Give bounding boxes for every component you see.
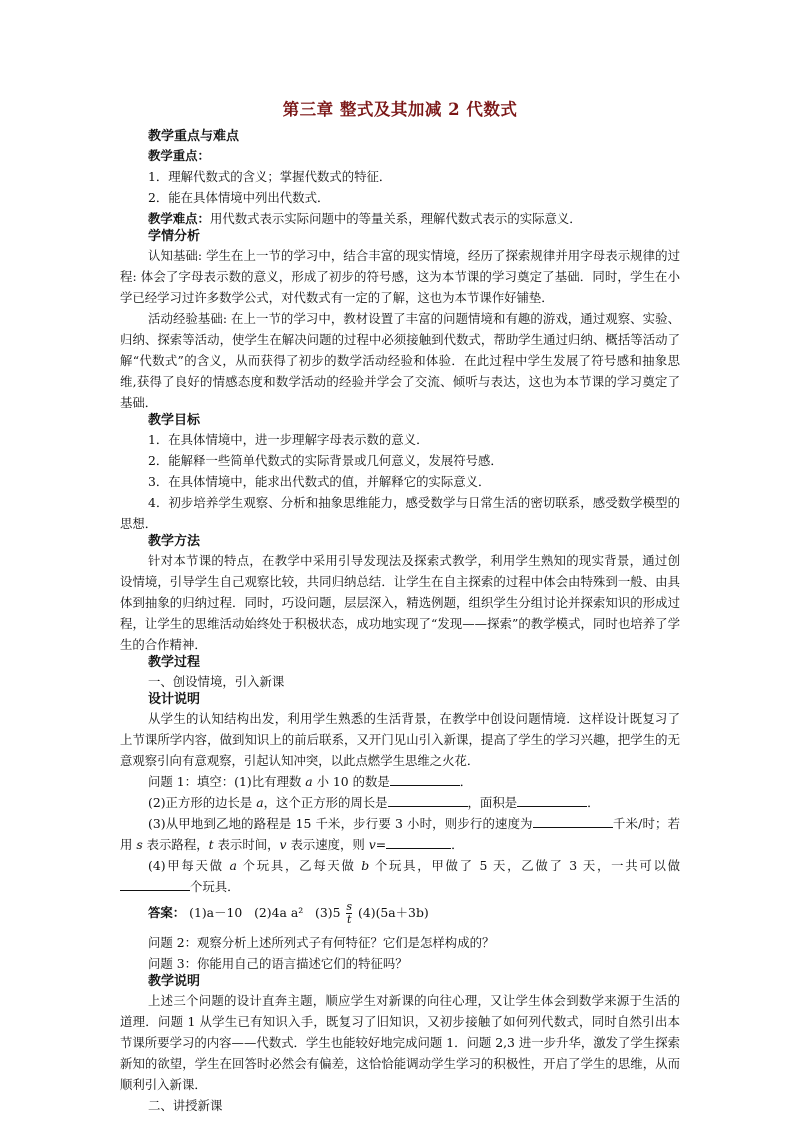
difficulty-text: 用代数式表示实际问题中的等量关系，理解代数式表示的实际意义． (209, 211, 582, 226)
fraction-numerator: s (346, 900, 353, 913)
goal-4: 4．初步培养学生观察、分析和抽象思维能力，感受数学与日常生活的密切联系，感受数学模型的思想． (120, 495, 680, 531)
design-paragraph: 从学生的认知结构出发，利用学生熟悉的生活背景，在教学中创设问题情境．这样设计既复习了上节课所学内容，做到知识上的前后联系，又开门见山引入新课，提高了学生的学习兴趣，把学生的无意观察引向有意观察，引起认知冲突，以此点燃学生思维之火花． (120, 711, 680, 768)
question-4-text-b: 个玩具，乙每天做 (242, 858, 356, 873)
question-3 (120, 813, 680, 855)
teaching-notes-heading: 教学说明 (148, 974, 201, 989)
section-heading-process: 教学过程 (148, 655, 201, 670)
question-3-equals: = (375, 837, 387, 852)
variable-a: a (229, 858, 237, 873)
key-point-2: 2．能在具体情境中列出代数式． (148, 190, 330, 205)
question-4-text-d: 个玩具． (190, 879, 240, 894)
part-2-heading: 二、讲授新课 (148, 1098, 223, 1113)
question-3-text-d: 表示时间， (217, 837, 280, 852)
design-heading: 设计说明 (148, 692, 201, 707)
question-3-text-a: (3)从甲地到乙地的路程是 15 千米，步行要 3 小时，则步行的速度为 (148, 816, 533, 831)
answer-2: (2)4a a² (254, 905, 304, 920)
answer-blank (386, 834, 451, 849)
variable-v: v (368, 837, 376, 852)
question-3-text-b: 千米/时；若用 (120, 816, 680, 852)
question-2 (148, 792, 680, 813)
question-1-end: ． (459, 774, 473, 789)
goal-2: 2．能解释一些简单代数式的实际背景或几何意义，发展符号感． (148, 453, 503, 468)
section-heading-method: 教学方法 (148, 534, 201, 549)
answer-1: (1)a－10 (189, 905, 243, 920)
question-1-text-a: 问题 1：填空：(1)比有理数 (148, 774, 302, 789)
key-point-1: 1．理解代数式的含义；掌握代数式的特征． (148, 169, 392, 184)
answer-blank (517, 792, 587, 807)
question-4-text-c: 个玩具，甲做了 5 天，乙做了 3 天，一共可以做 (374, 858, 680, 873)
question-4 (120, 855, 680, 897)
variable-b: b (361, 858, 370, 873)
question-2-text-a: (2)正方形的边长是 (148, 795, 253, 810)
variable-t: t (208, 837, 214, 852)
variable-v: v (279, 837, 287, 852)
question-4-text-a: (4)甲每天做 (148, 858, 224, 873)
question-1 (148, 771, 680, 792)
part-1-heading: 一、创设情境，引入新课 (148, 674, 285, 689)
section-heading-analysis: 学情分析 (148, 229, 201, 244)
section-heading-goals: 教学目标 (148, 413, 201, 428)
page-title: 第三章 整式及其加减 2 代数式 (282, 100, 518, 119)
variable-a: a (305, 774, 313, 789)
answer-blank (120, 876, 190, 891)
answer-blank (388, 792, 468, 807)
key-points-line (148, 145, 680, 166)
variable-s: s (136, 837, 143, 852)
key-label: 教学重点： (148, 148, 210, 163)
goal-1: 1．在具体情境中，进一步理解字母表示数的意义． (148, 432, 429, 447)
answer-blank (533, 813, 613, 828)
question-2-text-c: ，面积是 (467, 795, 518, 810)
question-3-prompt: 问题 3：你能用自己的语言描述它们的特征吗？ (148, 956, 408, 971)
question-2-text-b: ，这个正方形的周长是 (263, 795, 388, 810)
answers-label: 答案： (148, 905, 186, 920)
question-3-text-c: 表示路程， (146, 837, 209, 852)
method-paragraph: 针对本节课的特点，在教学中采用引导发现法及探索式教学，利用学生熟知的现实背景，通过创设情境，引导学生自己观察比较，共同归纳总结．让学生在自主探索的过程中体会由特殊到一般、由具体到抽象的归纳过程．同时，巧设问题，层层深入，精选例题，组织学生分组讨论并探索知识的形成过程，让学生的思维活动始终处于积极状态，成功地实现了“发现——探索”的教学模式，同时也培养了学生的合作精神． (120, 553, 680, 652)
analysis-paragraph-1: 认知基础: 学生在上一节的学习中，结合丰富的现实情境，经历了探索规律并用字母表示规律的过程: 体会了字母表示数的意义，形成了初步的符号感，这为本节课的学习奠定了基础．同时，学生在小学已经学习过许多数学公式，对代数式有一定的了解，这也为本节课作好铺垫． (120, 248, 680, 305)
question-1-text-b: 小 10 的数是 (316, 774, 390, 789)
difficulty-line (148, 208, 680, 229)
goal-3: 3．在具体情境中，能求出代数式的值，并解释它的实际意义． (148, 474, 491, 489)
analysis-paragraph-2: 活动经验基础: 在上一节的学习中，教材设置了丰富的问题情境和有趣的游戏，通过观察、实验、归纳、探索等活动，使学生在解决问题的过程中必须接触到代数式，帮助学生通过归纳、概括等活动了解“代数式”的含义，从而获得了初步的数学活动经验和体验．在此过程中学生发展了符号感和抽象思维,获得了良好的情感态度和数学活动的经验并学会了交流、倾听与表达，这也为本节课的学习奠定了基础． (120, 311, 680, 410)
difficulty-label: 教学难点： (148, 211, 210, 226)
answer-4: (4)(5a＋3b) (358, 905, 429, 920)
fraction-s-over-t (346, 901, 352, 926)
question-2-end: ． (587, 795, 600, 810)
variable-a: a (256, 795, 264, 810)
question-2-prompt: 问题 2：观察分析上述所列式子有何特征？它们是怎样构成的？ (148, 935, 495, 950)
answers-line (148, 901, 680, 926)
question-3-end: ． (451, 837, 464, 852)
fraction-denominator: t (347, 913, 352, 926)
section-heading-key-points: 教学重点与难点 (148, 129, 240, 144)
question-3-text-e: 表示速度，则 (290, 837, 365, 852)
answer-blank (390, 771, 460, 786)
teaching-notes-paragraph: 上述三个问题的设计直奔主题，顺应学生对新课的向往心理，又让学生体会到数学来源于生活的道理．问题 1 从学生已有知识入手，既复习了旧知识，又初步接触了如何列代数式，同时自然引出本节课所要学习的内容——代数式．学生也能较好地完成问题 1．问题 2,3 进一步升华，激发了学生探索新知的欲望，学生在回答时必然会有偏差，这恰恰能调动学生学习的积极性，开启了学生的思维，从而顺利引入新课． (120, 993, 680, 1092)
answer-3: (3)5 (315, 905, 341, 920)
document-page (120, 96, 680, 1116)
